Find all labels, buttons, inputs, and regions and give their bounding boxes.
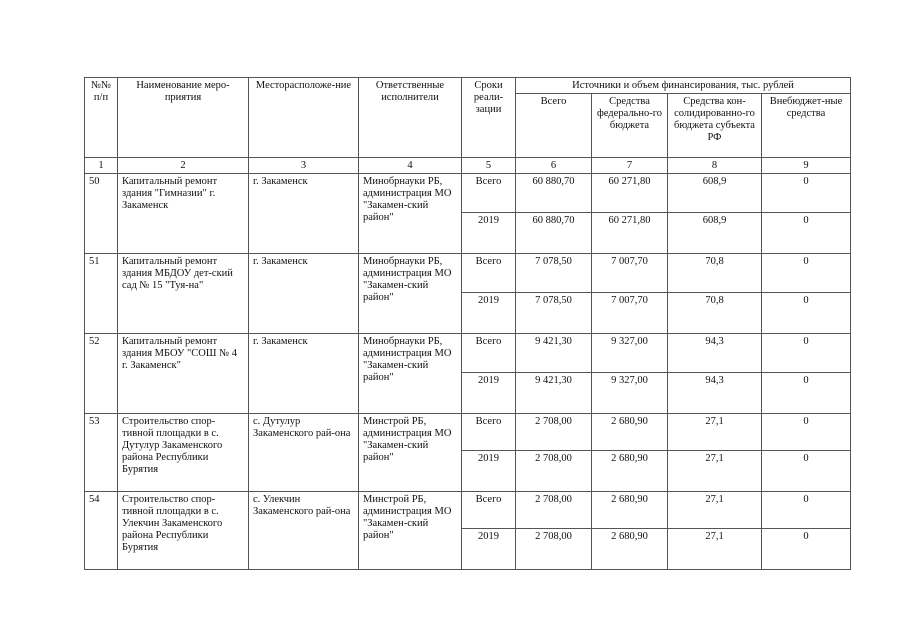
row-total: 9 421,30 bbox=[516, 334, 592, 373]
header-terms: Сроки реали-зации bbox=[462, 78, 516, 158]
row-federal: 9 327,00 bbox=[592, 373, 668, 414]
row-extra: 0 bbox=[762, 529, 851, 570]
row-term: 2019 bbox=[462, 529, 516, 570]
column-number: 1 bbox=[85, 158, 118, 174]
row-extra: 0 bbox=[762, 334, 851, 373]
row-term: Всего bbox=[462, 414, 516, 451]
header-financing: Источники и объем финансирования, тыс. рублей bbox=[516, 78, 851, 94]
row-term: 2019 bbox=[462, 451, 516, 492]
row-executors: Минобрнауки РБ, администрация МО "Закамен-ский район" bbox=[359, 254, 462, 334]
row-name: Строительство спор-тивной площадки в с. Дутулур Закаменского района Республики Бурятия bbox=[118, 414, 249, 492]
row-total: 2 708,00 bbox=[516, 451, 592, 492]
row-federal: 7 007,70 bbox=[592, 293, 668, 334]
column-number: 3 bbox=[249, 158, 359, 174]
row-extra: 0 bbox=[762, 213, 851, 254]
table-row bbox=[85, 254, 851, 293]
row-federal: 7 007,70 bbox=[592, 254, 668, 293]
row-total: 7 078,50 bbox=[516, 254, 592, 293]
row-extra: 0 bbox=[762, 492, 851, 529]
header-location: Месторасположе-ние bbox=[249, 78, 359, 158]
row-num: 51 bbox=[85, 254, 118, 334]
row-federal: 2 680,90 bbox=[592, 529, 668, 570]
table-row bbox=[85, 174, 851, 213]
row-regional: 608,9 bbox=[668, 213, 762, 254]
column-numbers-row bbox=[85, 158, 851, 174]
row-regional: 608,9 bbox=[668, 174, 762, 213]
row-name: Капитальный ремонт здания "Гимназии" г. Закаменск bbox=[118, 174, 249, 254]
row-regional: 70,8 bbox=[668, 293, 762, 334]
row-regional: 27,1 bbox=[668, 451, 762, 492]
header-num: №№ п/п bbox=[85, 78, 118, 158]
table-row bbox=[85, 334, 851, 373]
row-federal: 2 680,90 bbox=[592, 492, 668, 529]
table-row bbox=[85, 414, 851, 451]
row-regional: 70,8 bbox=[668, 254, 762, 293]
row-federal: 2 680,90 bbox=[592, 414, 668, 451]
row-name: Капитальный ремонт здания МБОУ "СОШ № 4 г. Закаменск" bbox=[118, 334, 249, 414]
row-term: Всего bbox=[462, 254, 516, 293]
column-number: 2 bbox=[118, 158, 249, 174]
row-name: Строительство спор-тивной площадки в с. Улекчин Закаменского района Республики Бурятия bbox=[118, 492, 249, 570]
row-location: г. Закаменск bbox=[249, 254, 359, 334]
row-total: 2 708,00 bbox=[516, 492, 592, 529]
row-total: 7 078,50 bbox=[516, 293, 592, 334]
row-term: Всего bbox=[462, 174, 516, 213]
header-total: Всего bbox=[516, 94, 592, 158]
row-regional: 27,1 bbox=[668, 529, 762, 570]
row-num: 54 bbox=[85, 492, 118, 570]
header-extrabudget: Внебюджет-ные средства bbox=[762, 94, 851, 158]
row-location: г. Закаменск bbox=[249, 174, 359, 254]
column-number: 4 bbox=[359, 158, 462, 174]
header-federal: Средства федерально-го бюджета bbox=[592, 94, 668, 158]
row-num: 52 bbox=[85, 334, 118, 414]
table-row bbox=[85, 492, 851, 529]
row-term: 2019 bbox=[462, 373, 516, 414]
row-total: 60 880,70 bbox=[516, 213, 592, 254]
column-number: 8 bbox=[668, 158, 762, 174]
column-number: 6 bbox=[516, 158, 592, 174]
row-regional: 27,1 bbox=[668, 492, 762, 529]
row-total: 2 708,00 bbox=[516, 529, 592, 570]
row-federal: 60 271,80 bbox=[592, 213, 668, 254]
row-term: Всего bbox=[462, 334, 516, 373]
row-extra: 0 bbox=[762, 293, 851, 334]
row-total: 9 421,30 bbox=[516, 373, 592, 414]
row-num: 53 bbox=[85, 414, 118, 492]
row-regional: 94,3 bbox=[668, 334, 762, 373]
header-name: Наименование меро-приятия bbox=[118, 78, 249, 158]
column-number: 9 bbox=[762, 158, 851, 174]
row-extra: 0 bbox=[762, 451, 851, 492]
row-regional: 27,1 bbox=[668, 414, 762, 451]
column-number: 7 bbox=[592, 158, 668, 174]
row-term: 2019 bbox=[462, 213, 516, 254]
header-executors: Ответственные исполнители bbox=[359, 78, 462, 158]
row-extra: 0 bbox=[762, 373, 851, 414]
row-executors: Минстрой РБ, администрация МО "Закамен-ский район" bbox=[359, 492, 462, 570]
row-term: Всего bbox=[462, 492, 516, 529]
row-location: г. Закаменск bbox=[249, 334, 359, 414]
row-num: 50 bbox=[85, 174, 118, 254]
financing-table bbox=[84, 77, 851, 570]
header-regional: Средства кон-солидированно-го бюджета субъекта РФ bbox=[668, 94, 762, 158]
row-executors: Минстрой РБ, администрация МО "Закамен-ский район" bbox=[359, 414, 462, 492]
row-federal: 2 680,90 bbox=[592, 451, 668, 492]
row-location: с. Улекчин Закаменского рай-она bbox=[249, 492, 359, 570]
row-federal: 9 327,00 bbox=[592, 334, 668, 373]
row-total: 60 880,70 bbox=[516, 174, 592, 213]
row-federal: 60 271,80 bbox=[592, 174, 668, 213]
column-number: 5 bbox=[462, 158, 516, 174]
row-regional: 94,3 bbox=[668, 373, 762, 414]
row-name: Капитальный ремонт здания МБДОУ дет-ский сад № 15 "Туя-на" bbox=[118, 254, 249, 334]
row-total: 2 708,00 bbox=[516, 414, 592, 451]
row-extra: 0 bbox=[762, 414, 851, 451]
row-location: с. Дутулур Закаменского рай-она bbox=[249, 414, 359, 492]
row-term: 2019 bbox=[462, 293, 516, 334]
row-extra: 0 bbox=[762, 254, 851, 293]
row-executors: Минобрнауки РБ, администрация МО "Закамен-ский район" bbox=[359, 334, 462, 414]
row-executors: Минобрнауки РБ, администрация МО "Закамен-ский район" bbox=[359, 174, 462, 254]
row-extra: 0 bbox=[762, 174, 851, 213]
